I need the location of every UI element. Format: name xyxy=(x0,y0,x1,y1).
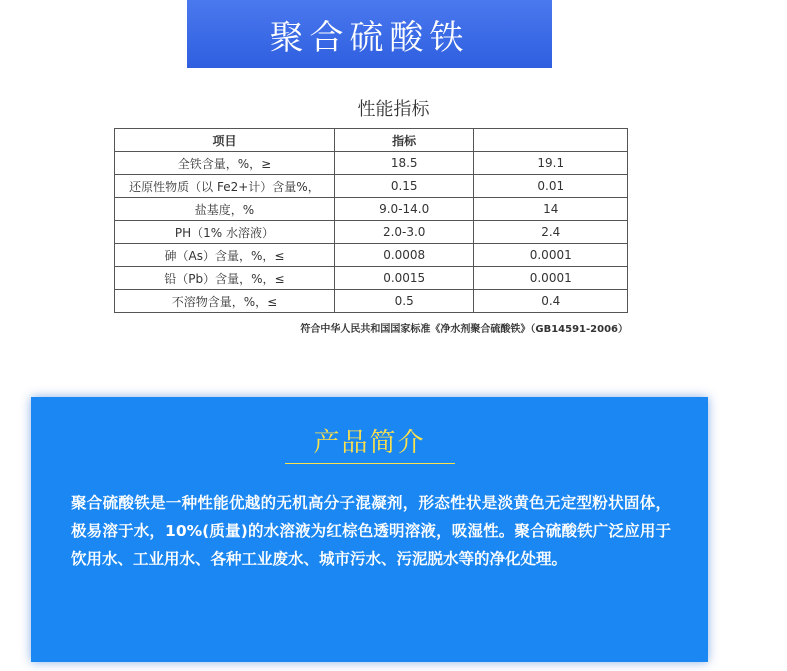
spec-value: 0.5 xyxy=(334,290,474,313)
intro-text: 聚合硫酸铁是一种性能优越的无机高分子混凝剂，形态性状是淡黄色无定型粉状固体，极易溶于水，10%(质量)的水溶液为红棕色透明溶液，吸湿性。聚合硫酸铁广泛应用于饮用水、工业用水、各种工业废水、城市污水、污泥脱水等的净化处理。 xyxy=(71,494,671,568)
spec-value: 0.0015 xyxy=(334,267,474,290)
intro-title: 产品简介 xyxy=(313,428,426,458)
table-row xyxy=(115,290,628,313)
table-row xyxy=(115,152,628,175)
spec-value: 2.4 xyxy=(474,221,628,244)
table-row xyxy=(115,221,628,244)
spec-header-blank xyxy=(474,129,628,152)
spec-value: 14 xyxy=(474,198,628,221)
spec-table-header-row xyxy=(115,129,628,152)
spec-section-title: 性能指标 xyxy=(357,99,430,120)
spec-item: 铅（Pb）含量，%，≤ xyxy=(115,267,335,290)
spec-item: 不溶物含量，%，≤ xyxy=(115,290,335,313)
product-title: 聚合硫酸铁 xyxy=(269,17,470,58)
spec-value: 18.5 xyxy=(334,152,474,175)
spec-value: 0.0008 xyxy=(334,244,474,267)
spec-header-item: 项目 xyxy=(115,129,335,152)
table-row xyxy=(115,198,628,221)
product-title-banner xyxy=(187,0,552,68)
spec-value: 2.0-3.0 xyxy=(334,221,474,244)
table-row xyxy=(115,267,628,290)
spec-item: 砷（As）含量，%，≤ xyxy=(115,244,335,267)
spec-item: PH（1% 水溶液） xyxy=(115,221,335,244)
spec-value: 0.0001 xyxy=(474,244,628,267)
spec-header-index: 指标 xyxy=(334,129,474,152)
spec-value: 0.15 xyxy=(334,175,474,198)
spec-item: 还原性物质（以 Fe2+计）含量%， xyxy=(115,175,335,198)
table-row xyxy=(115,175,628,198)
spec-item: 全铁含量，%，≥ xyxy=(115,152,335,175)
product-intro-panel xyxy=(31,397,708,662)
spec-value: 0.4 xyxy=(474,290,628,313)
spec-value: 19.1 xyxy=(474,152,628,175)
intro-title-underline xyxy=(285,463,455,464)
spec-value: 0.0001 xyxy=(474,267,628,290)
spec-item: 盐基度，% xyxy=(115,198,335,221)
spec-value: 0.01 xyxy=(474,175,628,198)
spec-value: 9.0-14.0 xyxy=(334,198,474,221)
spec-table xyxy=(114,128,628,313)
standard-note: 符合中华人民共和国国家标准《净水剂聚合硫酸铁》（GB14591-2006） xyxy=(300,324,628,335)
table-row xyxy=(115,244,628,267)
